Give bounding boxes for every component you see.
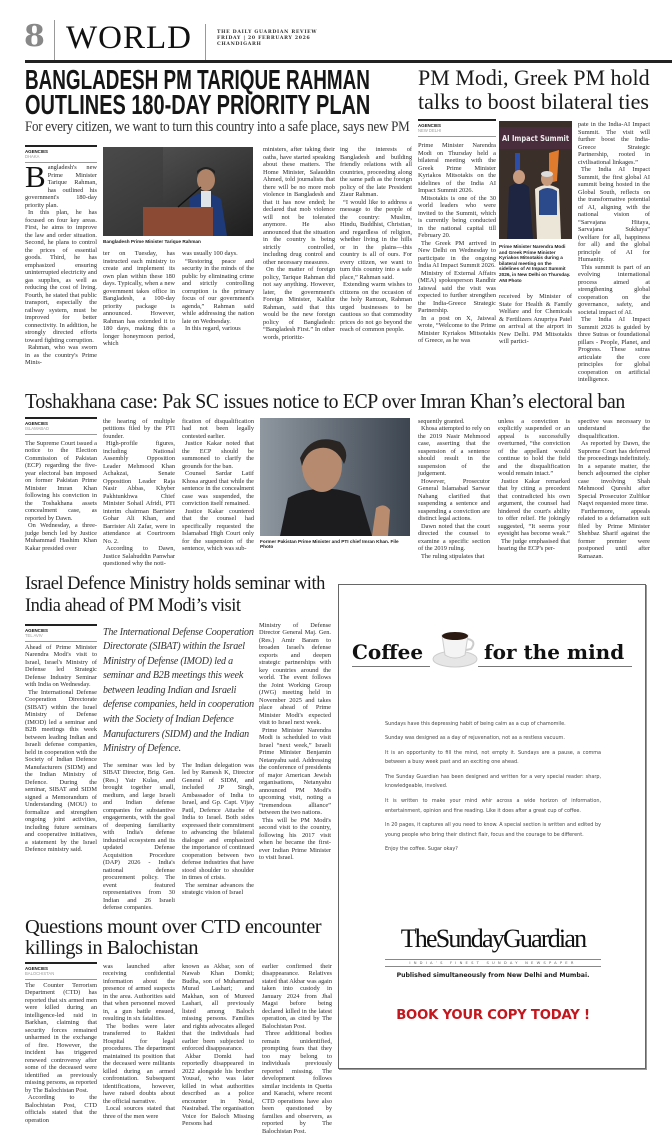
paragraph: Khosa attempted to rely on the 2019 Nasir Mehmood case, asserting that the suspension of a sentence should result in the suspension of the judgement. xyxy=(418,425,490,477)
divider xyxy=(352,666,430,667)
photo-caption: Bangladesh Prime Minister Tarique Rahman xyxy=(103,239,201,244)
ad-copy xyxy=(385,720,601,861)
paragraph: As reported by Dawn, the Supreme Court has deferred the proceedings indefinitely. In a separate matter, the bench adjourned the cipher case involving Shah Mehmood Qureshi after Special Prosecutor Zulfikar Naqvi requested more time. xyxy=(578,440,650,507)
sunday-guardian-logo: TheSundayGuardian xyxy=(400,923,586,953)
paragraph: Justice Kakar remarked that by citing a precedent that contradicted his own argument, the counsel had hindered the court's ability to offer relief. He jokingly suggested, “It seems your eyesight has become weak.” xyxy=(498,477,570,537)
paragraph: Ministry of External Affairs (MEA) spokesperson Randhir Jaiswal said the visit was expected to further strengthen the India-Greece Strategic Partnership. xyxy=(418,269,496,314)
ad-title-mind: for the mind xyxy=(484,639,625,664)
paragraph: The Indian delegation was led by Ramesh K, Director General of SIDM, and included JP Singh, Ambassador of India to Israel, and Gp. Capt. Vijay Patil, Defence Attache of India to Israel. Both sides expressed their commitment to advancing the bilateral dialogue and emphasized the importance of continued cooperation between two defense industries that have stood shoulder to shoulder in times of crisis. xyxy=(182,761,254,882)
subheadline-bangladesh: For every citizen, we want to turn this country into a safe place, says new PM xyxy=(25,118,410,135)
paragraph: Mitsotakis is one of the 30 world leaders who were invited to the Summit, which is currently being conducted in the national capital till February 20. xyxy=(418,194,496,239)
page-number: 8 xyxy=(24,19,45,54)
paragraph: Rahman, who was sworn in as the country's Prime Minis- xyxy=(25,344,97,366)
ad-paragraph: Sundays have this depressing habit of being calm as a cup of chamomile. xyxy=(385,720,566,727)
paragraph: The ruling stipulates that xyxy=(421,552,485,560)
paragraph: Bangladesh's new Prime Minister Tarique Rahman, has outlined his government's 180-day priority plan. xyxy=(25,159,97,209)
paragraph: According to the Balochistan Post, CTD officials stated that the operation xyxy=(25,1094,97,1124)
paragraph: The Counter Terrorism Department (CTD) has reported that six armed men were killed during an intelligence-led raid in Barkhan, claiming that security forces remained unharmed in the exchange of fire. However, the incident has triggered renewed controversy after some of the deceased were identified as previously missing persons, as reported by The Balochistan Post. xyxy=(25,981,97,1094)
paragraph: The India AI Impact Summit, the first global AI summit being hosted in the Global South, reflects on the transformative potential of AI, aligning with the national vision of “Sarvajana Hitaya, Sarvajana Sukhaya” (welfare for all, happiness for all) and the global principle of AI for Humanity. xyxy=(578,166,650,263)
paragraph: In this plan, he has focused on four key areas. First, he aims to improve the law and order situation. Second, he plans to control the prices of essential goods. Third, he has emphasized ensuring uninterrupted electricity and gas supplies, as well as reducing the cost of living. Fourth, he stated that public transport, especially the railway system, must be improved for better connectivity. In addition, he strongly directed efforts toward fighting corruption. xyxy=(25,209,97,344)
paragraph: High-profile figures, including National Assembly Opposition Leader Mehmood Khan Achakzai, Senate Opposition Leader Raja Nasir Abbas, Khyber Pakhtunkhwa Chief Minister Sohail Afridi, PTI interim chairman Barrister Gohar Ali Khan, and Barrister Ali Zafar, were in attendance at Courtroom No. 2. xyxy=(103,440,175,545)
place: DHAKA xyxy=(25,154,40,159)
headline-bangladesh-line2: OUTLINES 180-DAY PRIORITY PLAN xyxy=(25,89,371,120)
paragraph: Justice Kakar noted that the ECP should be summoned to clarify the grounds for the ban. xyxy=(182,440,254,470)
paragraph: unless a conviction is explicitly suspended or an appeal is successfully overturned, “the conviction of the appellant would continue to hold the field and the disqualification would remain intact.” xyxy=(498,417,570,477)
ad-paragraph: The Sunday Guardian has been designed and written for a very special reader: sharp, knowledgeable, involved. xyxy=(385,774,601,790)
paragraph: Ahead of Prime Minister Narendra Modi's visit to Israel, Israel's Ministry of Defense led Strategic Defense Industry Seminar with India on Wednesday. xyxy=(25,643,97,688)
headline-line: Questions mount over CTD encounter xyxy=(25,915,322,938)
headline-line: Israel Defence Ministry holds seminar with xyxy=(25,572,325,594)
article-column xyxy=(25,982,97,1125)
ad-paragraph: In 20 pages, it captures all you need to know. A special section is written and edited by young people who bring their distinct flair, focus and the courage to be different. xyxy=(385,822,601,838)
dateline-greece xyxy=(418,119,496,137)
book-copy-cta: BOOK YOUR COPY TODAY ! xyxy=(396,1007,590,1023)
headline-israel xyxy=(25,573,325,617)
article-column xyxy=(498,418,570,553)
article-column xyxy=(182,250,254,333)
ad-paragraph: Sunday was designed as a day of rejuvenation, not as a restless vacuum. xyxy=(385,735,565,742)
paragraph: In this regard, various xyxy=(185,325,241,332)
paragraph: “I would like to address a message to the people of the country: Muslim, Hindu, Buddhist, Christian, and regardless of religion, whether living in the hills or in the plains—this country is all of ours. For every citizen, we want to turn this country into a safe place,” Rahman said. xyxy=(340,198,412,281)
agency: AGENCIES xyxy=(25,149,48,154)
article-column xyxy=(25,159,97,367)
paragraph: Dawn noted that the court directed the counsel to examine a specific section of the 2019 ruling. xyxy=(418,522,490,552)
paragraph: Ministry of Defense Director General Maj. Gen. (Res.) Amir Baram to broaden Israel's defense exports and deepen strategic partnerships with key countries around the world. The event follows the Joint Working Group (JWG) meeting held in November 2025 and takes place ahead of Prime Minister Modi's expected visit to Israel next week. xyxy=(259,621,331,726)
headline-balochistan xyxy=(25,917,321,959)
article-column xyxy=(418,418,490,561)
article-column xyxy=(578,121,650,384)
article-column xyxy=(103,418,175,568)
article-column xyxy=(499,293,572,346)
paragraph: spective was necessary to understand the disqualification. xyxy=(578,417,650,440)
paragraph: However, Prosecutor General Islamabad Sarwar Nahang clarified that suspending a sentence and suspending a conviction are distinct legal actions. xyxy=(418,477,490,522)
ad-paragraph: It is written to make your mind whir across a wide horizon of information, entertainment, opinion and fine reading. Like it does after a great cup of coffee. xyxy=(385,798,601,814)
article-column xyxy=(182,963,254,1128)
ad-paragraph: Enjoy the coffee. Sugar okay? xyxy=(385,846,458,853)
headline-line: PM Modi, Greek PM hold xyxy=(418,65,650,90)
photo-caption: Former Pakistan Prime Minister and PTI chief Imran Khan. File Photo xyxy=(260,538,399,550)
article-column xyxy=(340,146,412,334)
paragraph: The India AI Impact Summit 2026 is guided by three Sutras or foundational pillars - People, Planet, and Progress. These sutras articulate the core principles for global cooperation on artificial intelligence. xyxy=(578,316,650,383)
headline-line: India ahead of PM Modi’s visit xyxy=(25,594,241,616)
place: ISLAMABAD xyxy=(25,425,49,431)
divider xyxy=(478,666,632,667)
agency: AGENCIES xyxy=(25,420,48,426)
photo-caption: Prime Minister Narendra Modi and Greek Prime Minister Kyriakos Mitsotakis during a bilateral meeting on the sidelines of AI Impact Summit 2026, in New Delhi on Thursday. ANI Photo xyxy=(499,244,571,283)
paragraph: On the matter of foreign policy, Tarique Rahman did not say anything. However, later, the government's Foreign Minister, Kalilur Rahman, said that this would be the new foreign policy of Bangladesh: “Bangladesh First.” In other words, prioritiz- xyxy=(263,266,335,341)
paragraph: “Restoring peace and security in the minds of the public by eliminating crime and strictly controlling corruption is the primary focus of our government's agenda,” Rahman said while addressing the nation late on Wednesday. xyxy=(182,257,254,325)
paragraph: The Supreme Court issued a notice to the Election Commission of Pakistan (ECP) regarding the five-year electoral ban imposed on former Pakistan Prime Minister Imran Khan following his conviction in the Toshakhana assets concealment case, as reported by Dawn. xyxy=(25,439,97,522)
paragraph: Prime Minister Narendra Modi is scheduled to visit Israel “next week,” Israeli Prime Minister Benjamin Netanyahu said. Addressing the conference of presidents of major American Jewish organisations, Netanyahu announced PM Modi's upcoming visit, noting a “tremendous alliance” between the two nations. xyxy=(259,726,331,816)
article-column xyxy=(263,146,335,341)
article-column xyxy=(25,644,97,854)
photo-tarique-rahman xyxy=(103,147,253,236)
photo-modi-mitsotakis xyxy=(499,121,572,239)
article-column xyxy=(418,142,496,345)
masthead-info xyxy=(217,30,317,49)
paragraph: the hearing of multiple petitions filed by the PTI founder. xyxy=(103,417,175,440)
headline-bangladesh-line1: BANGLADESH PM TARIQUE RAHMAN xyxy=(25,64,370,95)
paragraph: The seminar was led by SIBAT Director, Brig. Gen. (Res.) Yair Kulas, and brought together small, medium, and large Israeli and Indian defense companies for substantive engagements, with the goal of deepening familiarity with India's defense industrial ecosystem and its updated Defense Acquisition Procedure (DAP) 2026 - India's national defense procurement policy. The event featured representatives from 30 Indian and 26 Israeli defense companies. xyxy=(103,761,175,912)
paragraph: The judge emphasised that hearing the ECP's per- xyxy=(498,537,570,552)
article-column xyxy=(103,250,175,348)
article-column xyxy=(182,418,254,553)
standfirst-israel: The International Defense Cooperation Directorate (SIBAT) within the Israel Ministry of Defense (IMOD) led a seminar and B2B meetings this week between leading Indian and Israeli defense companies, held in cooperation with the Society of Indian Defence Manufacturers (SIDM) and the Indian Ministry of Defence. xyxy=(103,626,254,755)
paper-name: THE DAILY GUARDIAN REVIEW xyxy=(217,30,318,35)
place: TEL AVIV xyxy=(25,632,43,638)
paragraph: Extending warm wishes to citizens on the occasion of the holy Ramzan, Rahman urged businesses to be cautious so that commodity prices do not go beyond the reach of common people. xyxy=(340,281,412,333)
paragraph: Akbar Domki had reportedly disappeared in 2022 alongside his brother Yousaf, who was later killed in what authorities described as a police encounter in Notal, Nasirabad. The organisation Voice for Baloch Missing Persons had xyxy=(182,1052,254,1128)
paragraph: ministers, after taking their oaths, have started speaking about these matters. The Home Minister, Salauddin Ahmed, told journalists that there will be no more mob violence in Bangladesh and that it has now ended; he declared that mob violence will not be tolerated anymore. He also announced that the situation in the country is being strictly controlled, including drug control and other necessary measures. xyxy=(263,146,335,266)
paragraph: earlier confirmed their disappearance. Relatives stated that Akbar was again taken into custody in January 2024 from Jhal Magsi before being declared killed in the latest operation, as cited by The Balochistan Post. xyxy=(262,962,332,1030)
article-column xyxy=(262,963,332,1136)
paragraph: Three additional bodies remain unidentified, prompting fears that they too may belong to individuals previously reported missing. The development follows similar incidents in Quetta and Karachi, where recent CTD operations have also been questioned by families and observers, as reported by The Balochistan Post. xyxy=(262,1030,332,1135)
section-title: WORLD xyxy=(66,20,192,56)
dateline-balochistan xyxy=(25,962,97,980)
paragraph: In a post on X, Jaiswal wrote, “Welcome to the Prime Minister Kyriakos Mitsotakis of Greece, as he was xyxy=(418,314,496,344)
paragraph: The International Defense Cooperation Directorate (SIBAT) within the Israel Ministry of Defense (IMOD) led a seminar and B2B meetings this week between leading Indian and Israeli defense companies, held in cooperation with the Society of Indian Defence Manufacturers (SIDM) and the Indian Ministry of Defence. During the seminar, SIBAT and SIDM signed a Memorandum of Understanding (MOU) to formalize and strengthen ongoing joint activities, including future seminars and cooperative initiatives, a statement by the Israel Defence ministry said. xyxy=(25,688,97,853)
article-column xyxy=(25,440,97,553)
coffee-cup-icon xyxy=(431,629,481,669)
paragraph: Counsel Sardar Latif Khosa argued that while the sentence in the concealment case was suspended, the conviction itself remained. xyxy=(182,470,254,507)
headline-toshakhana: Toshakhana case: Pak SC issues notice to ECP over Imran Khan’s electoral ban xyxy=(25,388,625,413)
paragraph: Furthermore, appeals related to a defamation suit filed by Prime Minister Shehbaz Sharif against the former premier were postponed until after Ramazan. xyxy=(578,507,650,560)
paragraph: was launched after receiving confidential information about the presence of armed suspects in the area. Authorities said that when personnel moved in, a gun battle ensued, resulting in six fatalities. xyxy=(103,962,175,1023)
agency: AGENCIES xyxy=(418,123,441,128)
article-column xyxy=(103,963,175,1121)
paragraph: The Greek PM arrived in New Delhi on Wednesday to participate in the ongoing India AI Impact Summit 2026. xyxy=(418,239,496,269)
place: BALOCHISTAN xyxy=(25,970,55,976)
paragraph: Justice Kakar countered that the counsel had specifically requested the Islamabad High Court only for the suspension of the sentence, which was sub- xyxy=(182,507,254,552)
paragraph: ing the interests of Bangladesh and building friendly relations with all countries, proceeding along the same path as the foreign policy of the late President Ziaur Rahman. xyxy=(340,146,412,198)
article-column xyxy=(578,418,650,561)
publication-note: Published simultaneously from New Delhi and Mumbai. xyxy=(396,971,590,979)
paragraph: fication of disqualification had not been legally contested earlier. xyxy=(182,417,254,440)
headline-greece xyxy=(418,66,650,114)
paragraph: This will be PM Modi's second visit to the country, following his 2017 visit when he became the first-ever Indian Prime Minister to visit Israel. xyxy=(259,816,331,861)
edition-city: CHANDIGARH xyxy=(217,42,262,48)
logo-tagline: INDIA’S FINEST SUNDAY NEWSPAPER xyxy=(385,959,601,967)
article-column xyxy=(182,762,254,897)
agency: AGENCIES xyxy=(25,627,48,633)
paragraph: ter on Tuesday, has instructed each ministry to create and implement its own plan within these 180 days. Typically, when a new government takes office in Bangladesh, a 100-day priority package is announced. However, Rahman has extended it to 180 days, making this a longer honeymoon period, which xyxy=(103,250,175,347)
paragraph: On Wednesday, a three-judge bench led by Justice Muhammad Hashim Khan Kakar presided over xyxy=(25,522,97,552)
paragraph: The bodies were later transferred to Rakhni Hospital for legal procedures. The department maintained its position that the deceased were militants killed during an armed confrontation. Subsequent identifications, however, have raised doubts about the official narrative. xyxy=(103,1022,175,1105)
dateline-toshakhana xyxy=(25,417,97,435)
paragraph: was usually 100 days. xyxy=(182,250,238,257)
paragraph: sequently granted. xyxy=(418,417,465,425)
place: NEW DELHI xyxy=(418,128,442,133)
paragraph: The seminar advances the strategic vision of Israel xyxy=(182,881,254,897)
agency: AGENCIES xyxy=(25,965,48,971)
divider xyxy=(54,20,55,60)
paragraph: known as Akbar, son of Nawab Khan Domki; Budha, son of Muhammad Murad Lashari; and Makhan, son of Mureed Lashari, all previously listed among Baloch missing persons. Families and rights advocates alleged that the individuals had earlier been subjected to enforced disappearance. xyxy=(182,962,254,1053)
top-rule xyxy=(25,60,672,63)
paragraph: Local sources stated that three of the men were xyxy=(103,1105,175,1120)
dateline-israel xyxy=(25,624,97,642)
ad-paragraph: It is an opportunity to fill the mind, not empty it. Sundays are a pause, a comma between a busy week past and an exciting one ahead. xyxy=(385,750,601,766)
article-column xyxy=(103,762,175,912)
headline-line: killings in Balochistan xyxy=(25,936,198,959)
paragraph: This summit is part of an evolving international process aimed at strengthening global cooperation on the governance, safety, and societal impact of AI. xyxy=(578,263,650,316)
photo-banner-text: AI Impact Summit xyxy=(502,134,570,143)
paragraph: pate in the India-AI Impact Summit. The visit will further boost the India-Greece Strategic Partnership, rooted in civilisational linkages.” xyxy=(578,121,650,166)
divider xyxy=(205,24,206,60)
paragraph: Prime Minister Narendra Modi on Thursday held a bilateral meeting with the Greek Prime Minister Kyriakos Mitsotakis on the sidelines of the India AI Impact Summit 2026. xyxy=(418,142,496,194)
paragraph: According to Dawn, Justice Salahuddin Panwhar questioned why the noti- xyxy=(103,545,175,567)
ad-title-coffee: Coffee xyxy=(352,639,424,664)
article-column xyxy=(259,622,331,862)
paragraph: received by Minister of State for Health & Family Welfare and for Chemicals & Fertilizers Anupriya Patel on arrival at the airport in New Delhi. PM Mitsotakis will partici- xyxy=(499,293,572,345)
issue-date: FRIDAY | 20 FEBRUARY 2026 xyxy=(217,36,311,42)
headline-line: talks to boost bilateral ties xyxy=(418,89,649,114)
photo-imran-khan xyxy=(260,418,410,536)
